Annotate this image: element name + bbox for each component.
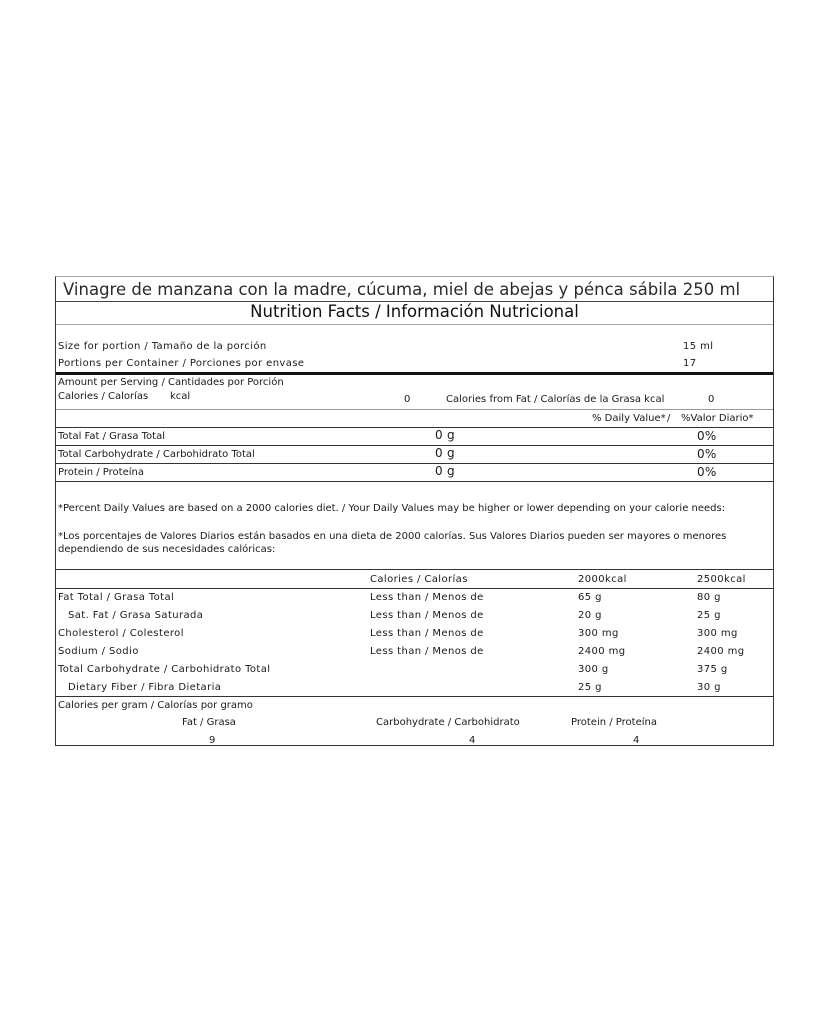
divider bbox=[56, 481, 773, 482]
nutrient-label-total-fat: Total Fat / Grasa Total bbox=[58, 431, 166, 442]
per-gram-protein-value: 4 bbox=[633, 735, 640, 746]
product-title: Vinagre de manzana con la madre, cúcuma, miel de abejas y pénca sábila 250 ml bbox=[63, 280, 741, 299]
nutrient-dv-total-carbohydrate: 0% bbox=[697, 447, 717, 461]
divider bbox=[56, 696, 773, 697]
reference-row-qualifier: Less than / Menos de bbox=[370, 592, 484, 603]
daily-value-header-es: %Valor Diario* bbox=[681, 413, 754, 424]
nutrient-dv-protein: 0% bbox=[697, 465, 717, 479]
calories-unit: kcal bbox=[170, 391, 191, 402]
reference-row-label: Cholesterol / Colesterol bbox=[58, 628, 184, 639]
reference-row-2500: 25 g bbox=[697, 610, 721, 621]
reference-row-2500: 30 g bbox=[697, 682, 721, 693]
reference-row-2500: 300 mg bbox=[697, 628, 738, 639]
thick-divider bbox=[56, 372, 773, 375]
serving-size-label: Size for portion / Tamaño de la porción bbox=[58, 341, 267, 352]
divider bbox=[56, 324, 773, 325]
divider bbox=[56, 463, 773, 464]
reference-row-2500: 375 g bbox=[697, 664, 728, 675]
reference-row-2000: 25 g bbox=[578, 682, 602, 693]
reference-row-2000: 300 g bbox=[578, 664, 609, 675]
reference-header-2000: 2000kcal bbox=[578, 574, 627, 585]
divider bbox=[56, 588, 773, 589]
reference-row-2500: 2400 mg bbox=[697, 646, 745, 657]
per-gram-carb-label: Carbohydrate / Carbohidrato bbox=[376, 717, 520, 728]
portions-value: 17 bbox=[683, 358, 697, 369]
per-gram-fat-label: Fat / Grasa bbox=[182, 717, 236, 728]
per-gram-fat-value: 9 bbox=[209, 735, 216, 746]
reference-row-label: Fat Total / Grasa Total bbox=[58, 592, 175, 603]
footnote-es-line2: dependiendo de sus necesidades calóricas: bbox=[58, 544, 276, 555]
reference-row-label: Dietary Fiber / Fibra Dietaria bbox=[68, 682, 222, 693]
nutrition-facts-label bbox=[55, 276, 774, 746]
nutrient-label-total-carbohydrate: Total Carbohydrate / Carbohidrato Total bbox=[58, 449, 255, 460]
calories-value: 0 bbox=[404, 394, 411, 405]
reference-row-2000: 65 g bbox=[578, 592, 602, 603]
calories-per-gram-header: Calories per gram / Calorías por gramo bbox=[58, 700, 253, 711]
serving-size-value: 15 ml bbox=[683, 341, 714, 352]
nutrient-amount-total-fat: 0 g bbox=[435, 428, 455, 442]
reference-row-label: Sat. Fat / Grasa Saturada bbox=[68, 610, 204, 621]
portions-label: Portions per Container / Porciones por envase bbox=[58, 358, 305, 369]
per-gram-carb-value: 4 bbox=[469, 735, 476, 746]
reference-header-2500: 2500kcal bbox=[697, 574, 746, 585]
footnote-es-line1: *Los porcentajes de Valores Diarios están basados en una dieta de 2000 calorías. Sus Valores Diarios pueden ser mayores o menores bbox=[58, 531, 727, 542]
reference-row-2000: 300 mg bbox=[578, 628, 619, 639]
reference-row-2000: 20 g bbox=[578, 610, 602, 621]
daily-value-header-en: % Daily Value* bbox=[592, 413, 666, 424]
reference-row-label: Sodium / Sodio bbox=[58, 646, 139, 657]
per-gram-protein-label: Protein / Proteína bbox=[571, 717, 657, 728]
calories-from-fat-value: 0 bbox=[708, 394, 715, 405]
reference-row-label: Total Carbohydrate / Carbohidrato Total bbox=[58, 664, 271, 675]
nutrient-amount-total-carbohydrate: 0 g bbox=[435, 446, 455, 460]
nutrition-facts-heading: Nutrition Facts / Información Nutricional bbox=[250, 302, 579, 321]
calories-from-fat-label: Calories from Fat / Calorías de la Grasa kcal bbox=[446, 394, 665, 405]
divider bbox=[56, 409, 773, 410]
reference-row-qualifier: Less than / Menos de bbox=[370, 628, 484, 639]
calories-label: Calories / Calorías bbox=[58, 391, 149, 402]
divider bbox=[56, 445, 773, 446]
nutrient-amount-protein: 0 g bbox=[435, 464, 455, 478]
reference-row-qualifier: Less than / Menos de bbox=[370, 646, 484, 657]
nutrient-dv-total-fat: 0% bbox=[697, 429, 717, 443]
amount-per-serving-header: Amount per Serving / Cantidades por Porción bbox=[58, 377, 284, 388]
daily-value-separator: / bbox=[667, 413, 671, 424]
reference-row-qualifier: Less than / Menos de bbox=[370, 610, 484, 621]
footnote-en: *Percent Daily Values are based on a 2000 calories diet. / Your Daily Values may be higher or lower depending on your calorie needs: bbox=[58, 503, 726, 514]
reference-header-calories: Calories / Calorías bbox=[370, 574, 468, 585]
divider bbox=[56, 427, 773, 428]
divider bbox=[56, 569, 773, 570]
nutrient-label-protein: Protein / Proteína bbox=[58, 467, 144, 478]
reference-row-2500: 80 g bbox=[697, 592, 721, 603]
reference-row-2000: 2400 mg bbox=[578, 646, 626, 657]
